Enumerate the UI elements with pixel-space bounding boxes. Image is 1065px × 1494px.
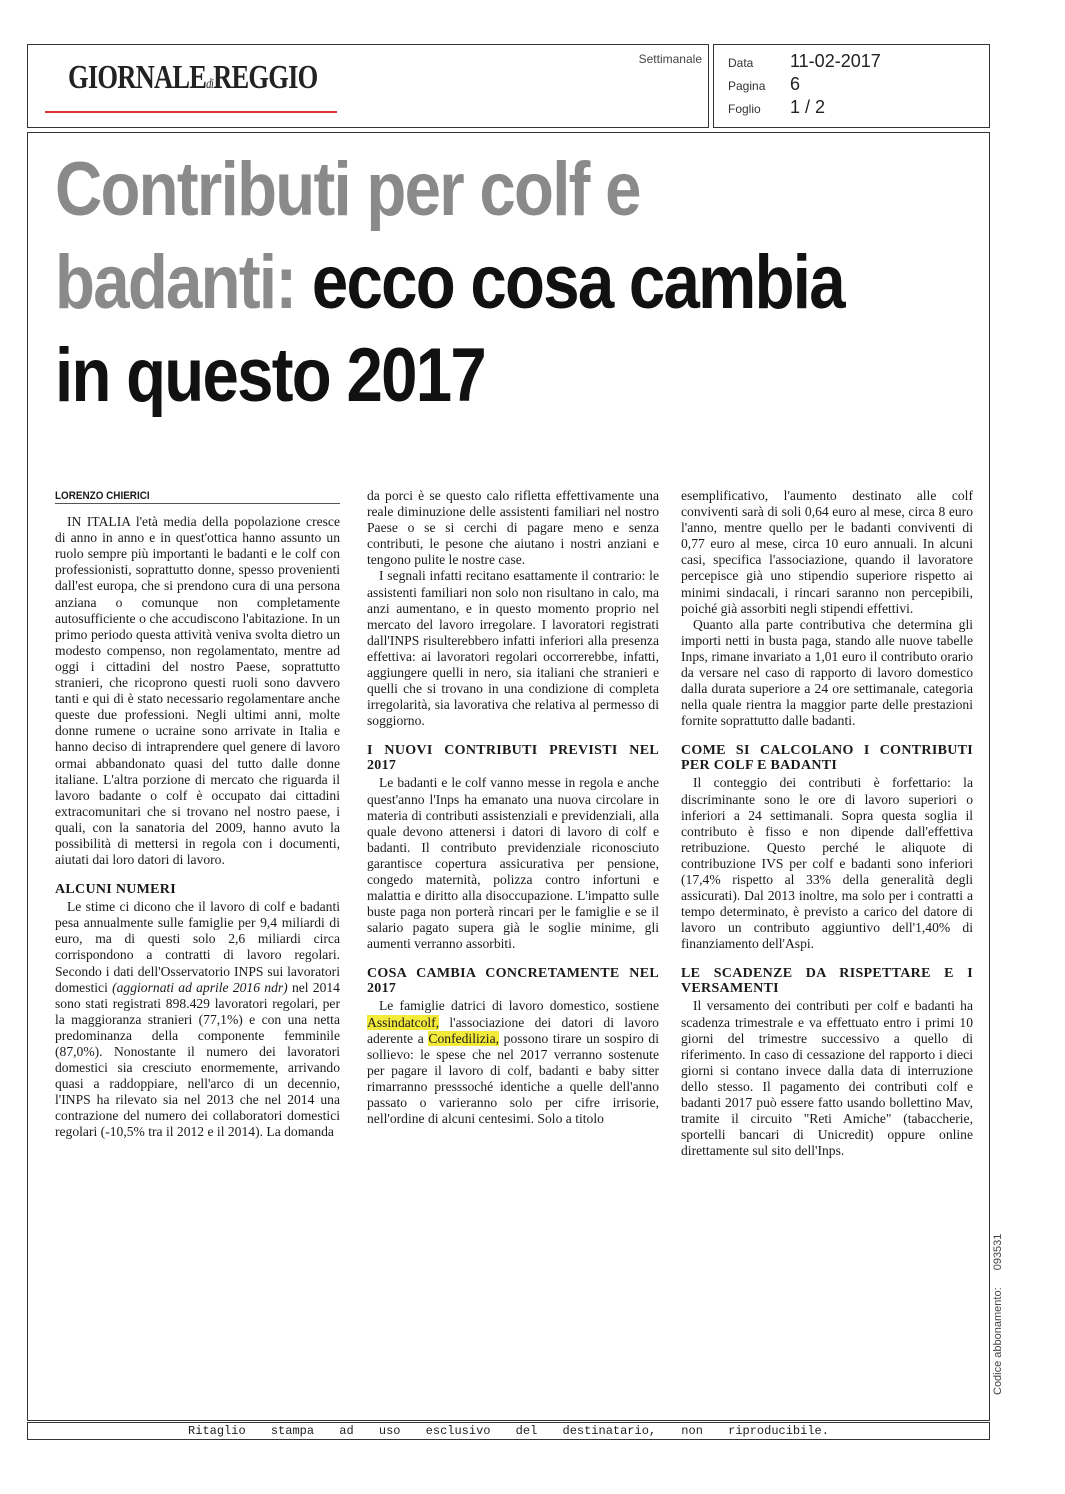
paragraph-text: nel 2014 sono stati registrati 898.429 lavoratori regolari, per la maggioranza stranieri (77,1%) e con una netta predominanza della componente femminile (87,0%). Nonostante il numero dei lavoratori domestici sia cresciuto enormemente, arrivando quasi a raddoppiare, nell'arco di un decennio, l'INPS ha rilevato sia nel 2013 che nel 2014 una contrazione del numero dei collaboratori domestici regolari (-10,5% tra il 2012 e il 2014). La domanda: [55, 979, 340, 1140]
paragraph: da porci è se questo calo rifletta effettivamente una reale diminuzione delle assistenti familiari nel nostro Paese o se si cerchi di pagare meno e senza contributi, le pesone che aiutano i nostri anziani e tengono pulite le nostre case.: [367, 488, 659, 568]
logo-end-text: REGGIO: [213, 59, 318, 96]
paragraph: Il versamento dei contributi per colf e badanti ha scadenza trimestrale e va effettuato entro i primi 10 giorni del trimestre successivo a quello di riferimento. In caso di cessazione del rapporto i dieci giorni si contano invece dalla data di interruzione dello stesso. Il pagamento dei contributi colf e badanti 2017 può essere fatto usando bollettino Mav, tramite il circuito "Reti Amiche" (tabaccherie, sportelli bancari di Unicredit) oppure online direttamente sul sito dell'Inps.: [681, 998, 973, 1159]
subheading: COME SI CALCOLANO I CONTRIBUTI PER COLF E BADANTI: [681, 743, 973, 774]
subheading: ALCUNI NUMERI: [55, 882, 176, 898]
subscription-code-label: Codice abbonamento:: [992, 1287, 1004, 1395]
paragraph: IN ITALIA l'età media della popolazione cresce di anno in anno e in quest'ottica hanno assunto un ruolo sempre più importanti le badanti e le colf con professionisti, soprattutto donne, spesso provenienti dall'est europa, che si prendono cura di una persona anziana o comunque non completamente autosufficiente o che accudiscono l'abitazione. In un primo periodo questa attività veniva svolta dietro un modesto compenso, non regolamentato, mentre ad oggi i cittadini del nostro Paese, soprattutto stranieri, che ricoprono questi ruoli sono davvero tanti e qui di è stato necessario regolamentare anche queste due professioni. Negli ultimi anni, molte donne rumene o ucraine sono arrivate in Italia e hanno deciso di intraprendere quel genere di lavoro ormai abbandonato quasi del tutto dalle donne italiane. L'altra porzione di mercato che riguarda il lavoro badante o colf è occupato dai cittadini extracomunitari che si trovano nel nostro paese, i quali, con la sanatoria del 2009, hanno avuto la possibilità di mettersi in regola con i documenti, aiutati dai loro datori di lavoro.: [55, 514, 340, 868]
logo-main-text: GIORNALE: [68, 59, 207, 96]
highlighted-assindatcolf: Assindatcolf,: [367, 1014, 440, 1030]
date-row: [728, 51, 881, 72]
article-column-1: [55, 488, 340, 1141]
headline-black-part: ecco cosa cambia in questo 2017: [55, 240, 844, 418]
date-label: Data: [728, 56, 754, 70]
paragraph: Le badanti e le colf vanno messe in regola e anche quest'anno l'Inps ha emanato una nuova circolare in materia di contributi assistenziali e previdenziali, alla quale devono attenersi i datori di lavoro di colf e badanti. Il contributo previdenziale riconosciuto garantisce copertura assicurativa per pensione, congedo maternità, polizza contro infortuni e malattia e diritto alla disoccupazione. L'impatto sulle buste paga non porterà rincari per le famiglie e se il salario pagato supera già le soglie minime, gli aumenti verranno assorbiti.: [367, 775, 659, 952]
highlighted-confedilizia: Confedilizia,: [428, 1030, 499, 1046]
page-label: Pagina: [728, 79, 766, 93]
paragraph: Il conteggio dei contributi è forfettario: la discriminante sono le ore di lavoro superiori o inferiori a 24 settimanali. Sopra questa soglia il contributo è fisso e non dipende dall'effettiva retribuzione. Questo perché le aliquote di contribuzione IVS per colf e badanti sono inferiori (17,4% rispetto al 33% della generalità degli assicurati). Dal 2013 inoltre, ma solo per i contratti a tempo determinato, è previsto a carico del datore di lavoro un contributo aggiuntivo dell'1,40% di finanziamento dell'Aspi.: [681, 775, 973, 952]
article-headline: [55, 143, 846, 422]
logo-underline: [45, 111, 337, 113]
sheet-value: 1 / 2: [790, 97, 826, 117]
reproduction-notice: Ritaglio stampa ad uso esclusivo del destinatario, non riproducibile.: [27, 1422, 990, 1440]
sheet-label: Foglio: [728, 102, 761, 116]
article-column-3: [681, 488, 973, 1159]
paragraph: Quanto alla parte contributiva che determina gli importi netti in busta paga, stando alle nuove tabelle Inps, rimane invariato a 1,01 euro il contributo orario da versare nel caso di rapporto di lavoro domestico dalla durata superiore a 24 ore settimanale, categoria nella quale rientra la maggior parte delle prestazioni fornite soprattutto dalle badanti.: [681, 616, 973, 729]
masthead-box: [27, 44, 709, 128]
paragraph-italic-text: (aggiornati ad aprile 2016 ndr): [112, 979, 288, 995]
headline-grey-part: Contributi per colf e badanti:: [55, 147, 640, 325]
paragraph: I segnali infatti recitano esattamente il contrario: le assistenti familiari non solo non risultano in calo, ma anzi aumentano, e in questo momento proprio nel mercato del lavoro irregolare. I lavoratori registrati dall'INPS risulterebbero infatti inferiori alla presenza effettiva: ai lavoratori regolari occorrerebbe, infatti, aggiungere quelli in nero, sia italiani che stranieri e quelli che si trovano in una condizione di completa irregolarità, sia lavorativa che relativa al permesso di soggiorno.: [367, 568, 659, 729]
paragraph-text: Le famiglie datrici di lavoro domestico, sostiene: [379, 998, 659, 1014]
frequency-label: Settimanale: [638, 52, 702, 66]
metadata-box: [713, 44, 990, 128]
paragraph: [55, 899, 340, 1140]
article-column-2: [367, 488, 659, 1127]
date-value: 11-02-2017: [790, 51, 881, 71]
logo-di-text: di: [206, 77, 214, 92]
page-value: 6: [790, 74, 801, 94]
subheading: I NUOVI CONTRIBUTI PREVISTI NEL 2017: [367, 743, 659, 774]
byline: LORENZO CHIERICI: [55, 490, 150, 502]
paragraph: [367, 998, 659, 1127]
subheading: LE SCADENZE DA RISPETTARE E I VERSAMENTI: [681, 966, 973, 997]
page-row: [728, 74, 800, 95]
newspaper-logo: [68, 59, 317, 97]
subscription-code: [992, 1234, 1004, 1395]
paragraph: esemplificativo, l'aumento destinato alle colf conviventi sarà di soli 0,64 euro al mese, circa 8 euro l'anno, mentre quello per le badanti conviventi di 0,77 euro al mese, circa 10 euro annuali. In alcuni casi, specifica l'associazione, quando il lavoratore percepisce già uno stipendio superiore rispetto ai minimi sindacali, i rincari saranno non percepibili, poiché già assorbiti negli stipendi effettivi.: [681, 488, 973, 616]
paragraph-text: l'associazione dei datori di lavoro aderente a: [367, 1014, 659, 1046]
paragraph-text: possono tirare un sospiro di sollievo: le spese che nel 2017 verranno sostenute per pagare il lavoro di colf, badanti e baby sitter rimarranno presssoché identiche a quelle dell'anno passato o varieranno solo per cifre irrisorie, nell'ordine di alcuni centesimi. Solo a titolo: [367, 1030, 660, 1127]
subheading: COSA CAMBIA CONCRETAMENTE NEL 2017: [367, 966, 659, 997]
sheet-row: [728, 97, 825, 118]
subscription-code-value: 093531: [992, 1233, 1004, 1271]
paragraph-text: Le stime ci dicono che il lavoro di colf e badanti pesa annualmente sulle famiglie per 9,4 miliardi di euro, ma di questi solo 2,6 miliardi circa corrispondono a contratti di lavoro regolari. Secondo i dati dell'Osservatorio INPS sui lavoratori domestici: [55, 899, 340, 995]
